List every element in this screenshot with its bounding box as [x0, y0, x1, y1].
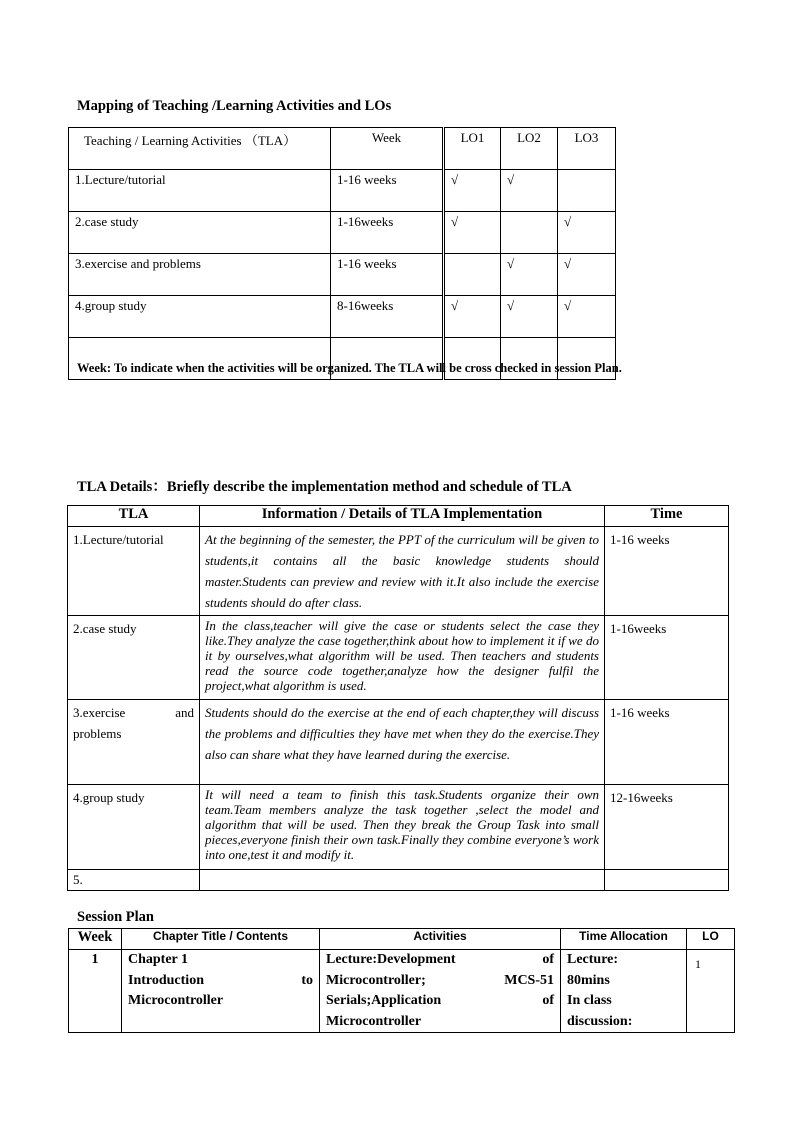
table-row — [68, 527, 729, 616]
mapping-header-lo3: LO3 — [558, 128, 616, 170]
tla-cell-name: 1.Lecture/tutorial — [68, 527, 200, 616]
mapping-cell-tla: 2.case study — [69, 212, 331, 254]
session-header-chapter: Chapter Title / Contents — [122, 929, 320, 950]
tla-cell-info — [200, 870, 605, 891]
mapping-cell-week: 8-16weeks — [331, 296, 444, 338]
session-header-week: Week — [69, 929, 122, 950]
mapping-header-tla: Teaching / Learning Activities （TLA） — [69, 128, 331, 170]
session-plan-table — [68, 928, 735, 1033]
mapping-header-week: Week — [331, 128, 444, 170]
table-row — [68, 870, 729, 891]
tla-details-table — [67, 505, 729, 891]
session-cell-time-allocation — [561, 950, 687, 1033]
tla-cell-time — [605, 870, 729, 891]
tla-cell-time: 1-16weeks — [605, 616, 729, 700]
mapping-header-row — [69, 128, 616, 170]
mapping-cell-lo3 — [558, 170, 616, 212]
mapping-cell-lo1: √ — [444, 296, 501, 338]
session-cell-activities: Lecture:Development of Microcontroller; MCS-51 Serials;Application of Microcontroller — [320, 950, 561, 1033]
mapping-cell-week: 1-16 weeks — [331, 170, 444, 212]
session-chapter-title: Chapter 1 — [128, 952, 189, 967]
tla-header-time: Time — [605, 506, 729, 527]
mapping-cell-lo2: √ — [501, 254, 558, 296]
mapping-cell-lo1: √ — [444, 212, 501, 254]
tla-cell-info: At the beginning of the semester, the PPT of the curriculum will be given to students,it contains all the basic knowledge students should master.Students can preview and review with it.It also include the exercise students should do after class. — [200, 527, 605, 616]
tla-cell-info: Students should do the exercise at the end of each chapter,they will discuss the problems and difficulties they have met when they do the exercise.They also can share what they have learned during the exercise. — [200, 700, 605, 785]
tla-header-tla: TLA — [68, 506, 200, 527]
session-cell-week: 1 — [69, 950, 122, 1033]
mapping-cell-tla: 1.Lecture/tutorial — [69, 170, 331, 212]
session-header-time-allocation: Time Allocation — [561, 929, 687, 950]
mapping-cell-tla: 3.exercise and problems — [69, 254, 331, 296]
table-row — [68, 616, 729, 700]
session-cell-lo: 1 — [687, 950, 735, 1033]
tla-cell-name — [68, 700, 200, 785]
mapping-cell-lo3: √ — [558, 212, 616, 254]
session-header-lo: LO — [687, 929, 735, 950]
session-time-line: 80mins — [567, 972, 610, 988]
tla-cell-name: 5. — [68, 870, 200, 891]
tla-cell-name: 2.case study — [68, 616, 200, 700]
tla-cell-time: 12-16weeks — [605, 785, 729, 870]
tla-header-row — [68, 506, 729, 527]
session-time-line: In class — [567, 993, 612, 1008]
mapping-heading: Mapping of Teaching /Learning Activities and LOs — [77, 98, 392, 114]
session-time-line: Lecture: — [567, 952, 619, 967]
table-row — [69, 254, 616, 296]
tla-cell-time: 1-16 weeks — [605, 700, 729, 785]
table-row — [69, 212, 616, 254]
tla-cell-time: 1-16 weeks — [605, 527, 729, 616]
tla-lo-mapping-table — [68, 127, 616, 380]
mapping-note: Week: To indicate when the activities will be organized. The TLA will be cross checked in session Plan. — [77, 361, 622, 375]
mapping-header-lo2: LO2 — [501, 128, 558, 170]
session-time-line: discussion: — [567, 1013, 633, 1029]
session-header-activities: Activities — [320, 929, 561, 950]
tla-cell-info: It will need a team to finish this task.Students organize their own team.Team members analyze the task together ,select the model and algorithm that will be used. Then they break the Group Task into small pieces,everyone finish their own task.Finally they combine everyone’s work into one,test it and modify it. — [200, 785, 605, 870]
session-header-row — [69, 929, 735, 950]
session-cell-chapter — [122, 950, 320, 1033]
mapping-cell-lo1 — [444, 254, 501, 296]
mapping-cell-lo2 — [501, 212, 558, 254]
session-chapter-content: Introduction to Microcontroller — [128, 972, 313, 1008]
mapping-cell-tla: 4.group study — [69, 296, 331, 338]
mapping-cell-lo2: √ — [501, 296, 558, 338]
tla-cell-name: 4.group study — [68, 785, 200, 870]
tla-details-heading: TLA Details：Briefly describe the implementation method and schedule of TLA — [77, 479, 572, 495]
mapping-cell-lo1: √ — [444, 170, 501, 212]
tla-header-info: Information / Details of TLA Implementation — [200, 506, 605, 527]
mapping-cell-week: 1-16weeks — [331, 212, 444, 254]
mapping-cell-week: 1-16 weeks — [331, 254, 444, 296]
table-row — [69, 296, 616, 338]
table-row — [69, 950, 735, 1033]
tla-cell-name-text: 3.exercise and problems — [73, 705, 194, 741]
session-plan-heading: Session Plan — [77, 909, 154, 925]
table-row — [68, 785, 729, 870]
mapping-cell-lo2: √ — [501, 170, 558, 212]
table-row — [68, 700, 729, 785]
mapping-cell-lo3: √ — [558, 254, 616, 296]
mapping-header-lo1: LO1 — [444, 128, 501, 170]
tla-cell-info: In the class,teacher will give the case or students select the case they like.They analyze the case together,think about how to implement it if we do it by ourselves,what algorithm will be used. Then teachers and students read the source code together,analyze how the designer fulfil the project,what algorithm is used. — [200, 616, 605, 700]
mapping-cell-lo3: √ — [558, 296, 616, 338]
table-row — [69, 170, 616, 212]
